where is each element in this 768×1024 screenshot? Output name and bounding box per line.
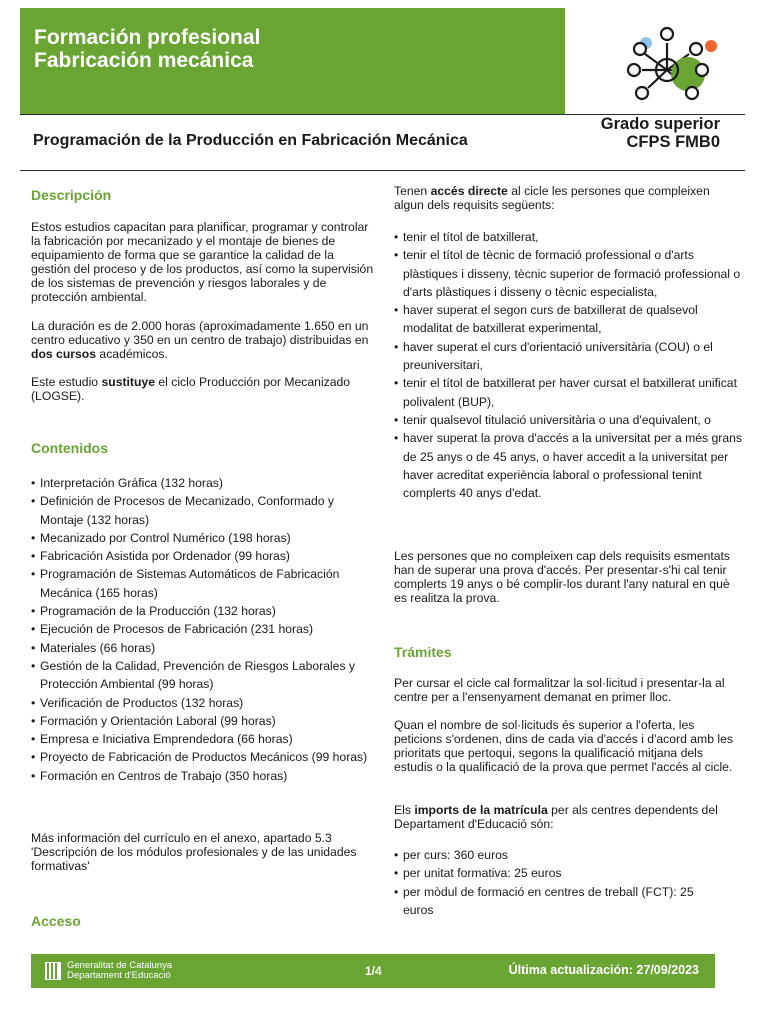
grado-line-2: CFPS FMB0 [626,133,720,151]
contenidos-heading: Contenidos [31,440,108,456]
text-run: Tenen [394,184,431,198]
text-run: Els [394,803,415,817]
contenido-item: • Programación de Sistemas Automáticos de Fabricación Mecánica (165 horas) [31,565,376,602]
acces-intro [394,184,739,212]
generalitat-logo [45,961,172,981]
mas-info-text: Más información del currículo en el anexo, apartado 5.3 'Descripción de los módulos profesionales y de las unidades formativas' [31,831,357,873]
text-run: al cicle les persones que compleixen algun dels requisits següents: [394,184,710,212]
contenido-item: • Ejecución de Procesos de Fabricación (231 horas) [31,620,376,638]
prova-text: Les persones que no compleixen cap dels requisits esmentats han de superar una prova d'accés. Per presentar-s'hi cal tenir complerts 19 anys o bé complir-los durant l'any natural en què es realitza la prova. [394,549,731,605]
requisit-item: • haver superat el segon curs de batxillerat de qualsevol modalitat de batxillerat experimental, [394,301,744,338]
text-run: Este estudio [31,375,102,389]
imports-list [394,846,724,919]
title-banner [20,8,565,114]
requisit-item: • tenir el títol de batxillerat per haver cursat el batxillerat unificat polivalent (BUP), [394,374,744,411]
tramites-paragraph-2: Quan el nombre de sol·licituds és superior a l'oferta, les peticions s'ordenen, dins de cada via d'accés i d'acord amb les prioritats que pertoqui, segons la qualificació mitjana dels estudis o la qualificació de la prova que permet l'accés al cicle. [394,718,733,774]
contenido-item: • Interpretación Gráfica (132 horas) [31,474,376,492]
descripcion-paragraph-2 [31,319,376,361]
text-run-bold: dos cursos [31,347,97,361]
network-logo-icon [620,20,730,110]
tramites-paragraph-1: Per cursar el cicle cal formalitzar la sol·licitud i presentar-la al centre per a l'ensenyament demanat en primer lloc. [394,676,725,704]
text-run-bold: sustituye [101,375,155,389]
requisits-list [394,228,744,502]
divider-top [20,114,745,115]
acceso-heading: Acceso [31,913,81,929]
contenido-item: • Formación y Orientación Laboral (99 horas) [31,712,376,730]
grado-label [601,115,720,151]
requisit-item: • tenir el títol de tècnic de formació professional o d'arts plàstiques i disseny, tècnic superior de formació professional o d'arts plàstiques i disseny o tècnic especialista, [394,246,744,301]
contenido-item: • Formación en Centros de Trabajo (350 horas) [31,767,376,785]
contenido-item: • Programación de la Producción (132 horas) [31,602,376,620]
footer-departament: Departament d'Educació [67,970,171,981]
text-run: el ciclo Producción por Mecanizado (LOGSE). [31,375,351,403]
requisit-item: • tenir qualsevol titulació universitària o una d'equivalent, o [394,411,744,429]
footer-generalitat: Generalitat de Catalunya [67,960,173,971]
contenido-item: • Materiales (66 horas) [31,639,376,657]
imports-intro [394,803,746,831]
text-run-bold: accés directe [430,184,508,198]
import-item: • per curs: 360 euros [394,846,724,864]
divider-header [20,170,745,171]
text-run: académicos. [96,347,168,361]
requisit-item: • haver superat la prova d'accés a la universitat per a més grans de 25 anys o de 45 anys, o haver accedit a la universitat per haver acreditat experiència laboral o professional tenint complerts 40 anys d'edat. [394,429,744,502]
generalitat-emblem-icon [45,962,61,980]
contenido-item: • Fabricación Asistida por Ordenador (99 horas) [31,547,376,565]
footer-bar [31,954,715,988]
grado-line-1: Grado superior [600,115,720,133]
last-updated: Última actualización: 27/09/2023 [508,963,699,977]
descripcion-paragraph-1: Estos estudios capacitan para planificar, programar y controlar la fabricación por mecanizado y el montaje de bienes de equipamiento de forma que se garantice la calidad de la gestión del proceso y de los productos, así como la supervisión de los sistemas de prevención y riesgos laborales y de protección ambiental. [31,220,374,304]
contenido-item: • Empresa e Iniciativa Emprendedora (66 horas) [31,730,376,748]
contenido-item: • Proyecto de Fabricación de Productos Mecánicos (99 horas) [31,748,376,766]
text-run: La duración es de 2.000 horas (aproximadamente 1.650 en un centro educativo y 350 en un centro de trabajo) distribuidas en [31,319,369,347]
title-line-1: Formación profesional [34,26,261,49]
contenido-item: • Mecanizado por Control Numérico (198 horas) [31,529,376,547]
tramites-heading: Trámites [394,644,452,660]
import-item: • per mòdul de formació en centres de treball (FCT): 25 euros [394,883,724,920]
text-run-bold: imports de la matrícula [414,803,548,817]
requisit-item: • tenir el títol de batxillerat, [394,228,744,246]
contenido-item: • Gestión de la Calidad, Prevención de Riesgos Laborales y Protección Ambiental (99 horas) [31,657,376,694]
descripcion-paragraph-3 [31,375,376,403]
descripcion-heading: Descripción [31,187,112,203]
contenidos-list [31,474,376,785]
page-subtitle: Programación de la Producción en Fabricación Mecánica [33,132,468,149]
title-line-2: Fabricación mecánica [34,49,254,72]
contenido-item: • Definición de Procesos de Mecanizado, Conformado y Montaje (132 horas) [31,492,376,529]
import-item: • per unitat formativa: 25 euros [394,864,724,882]
text-run: per als centres dependents del Departament d'Educació són: [394,803,718,831]
contenido-item: • Verificación de Productos (132 horas) [31,694,376,712]
page-number: 1/4 [365,964,382,978]
requisit-item: • haver superat el curs d'orientació universitària (COU) o el preuniversitari, [394,338,744,375]
